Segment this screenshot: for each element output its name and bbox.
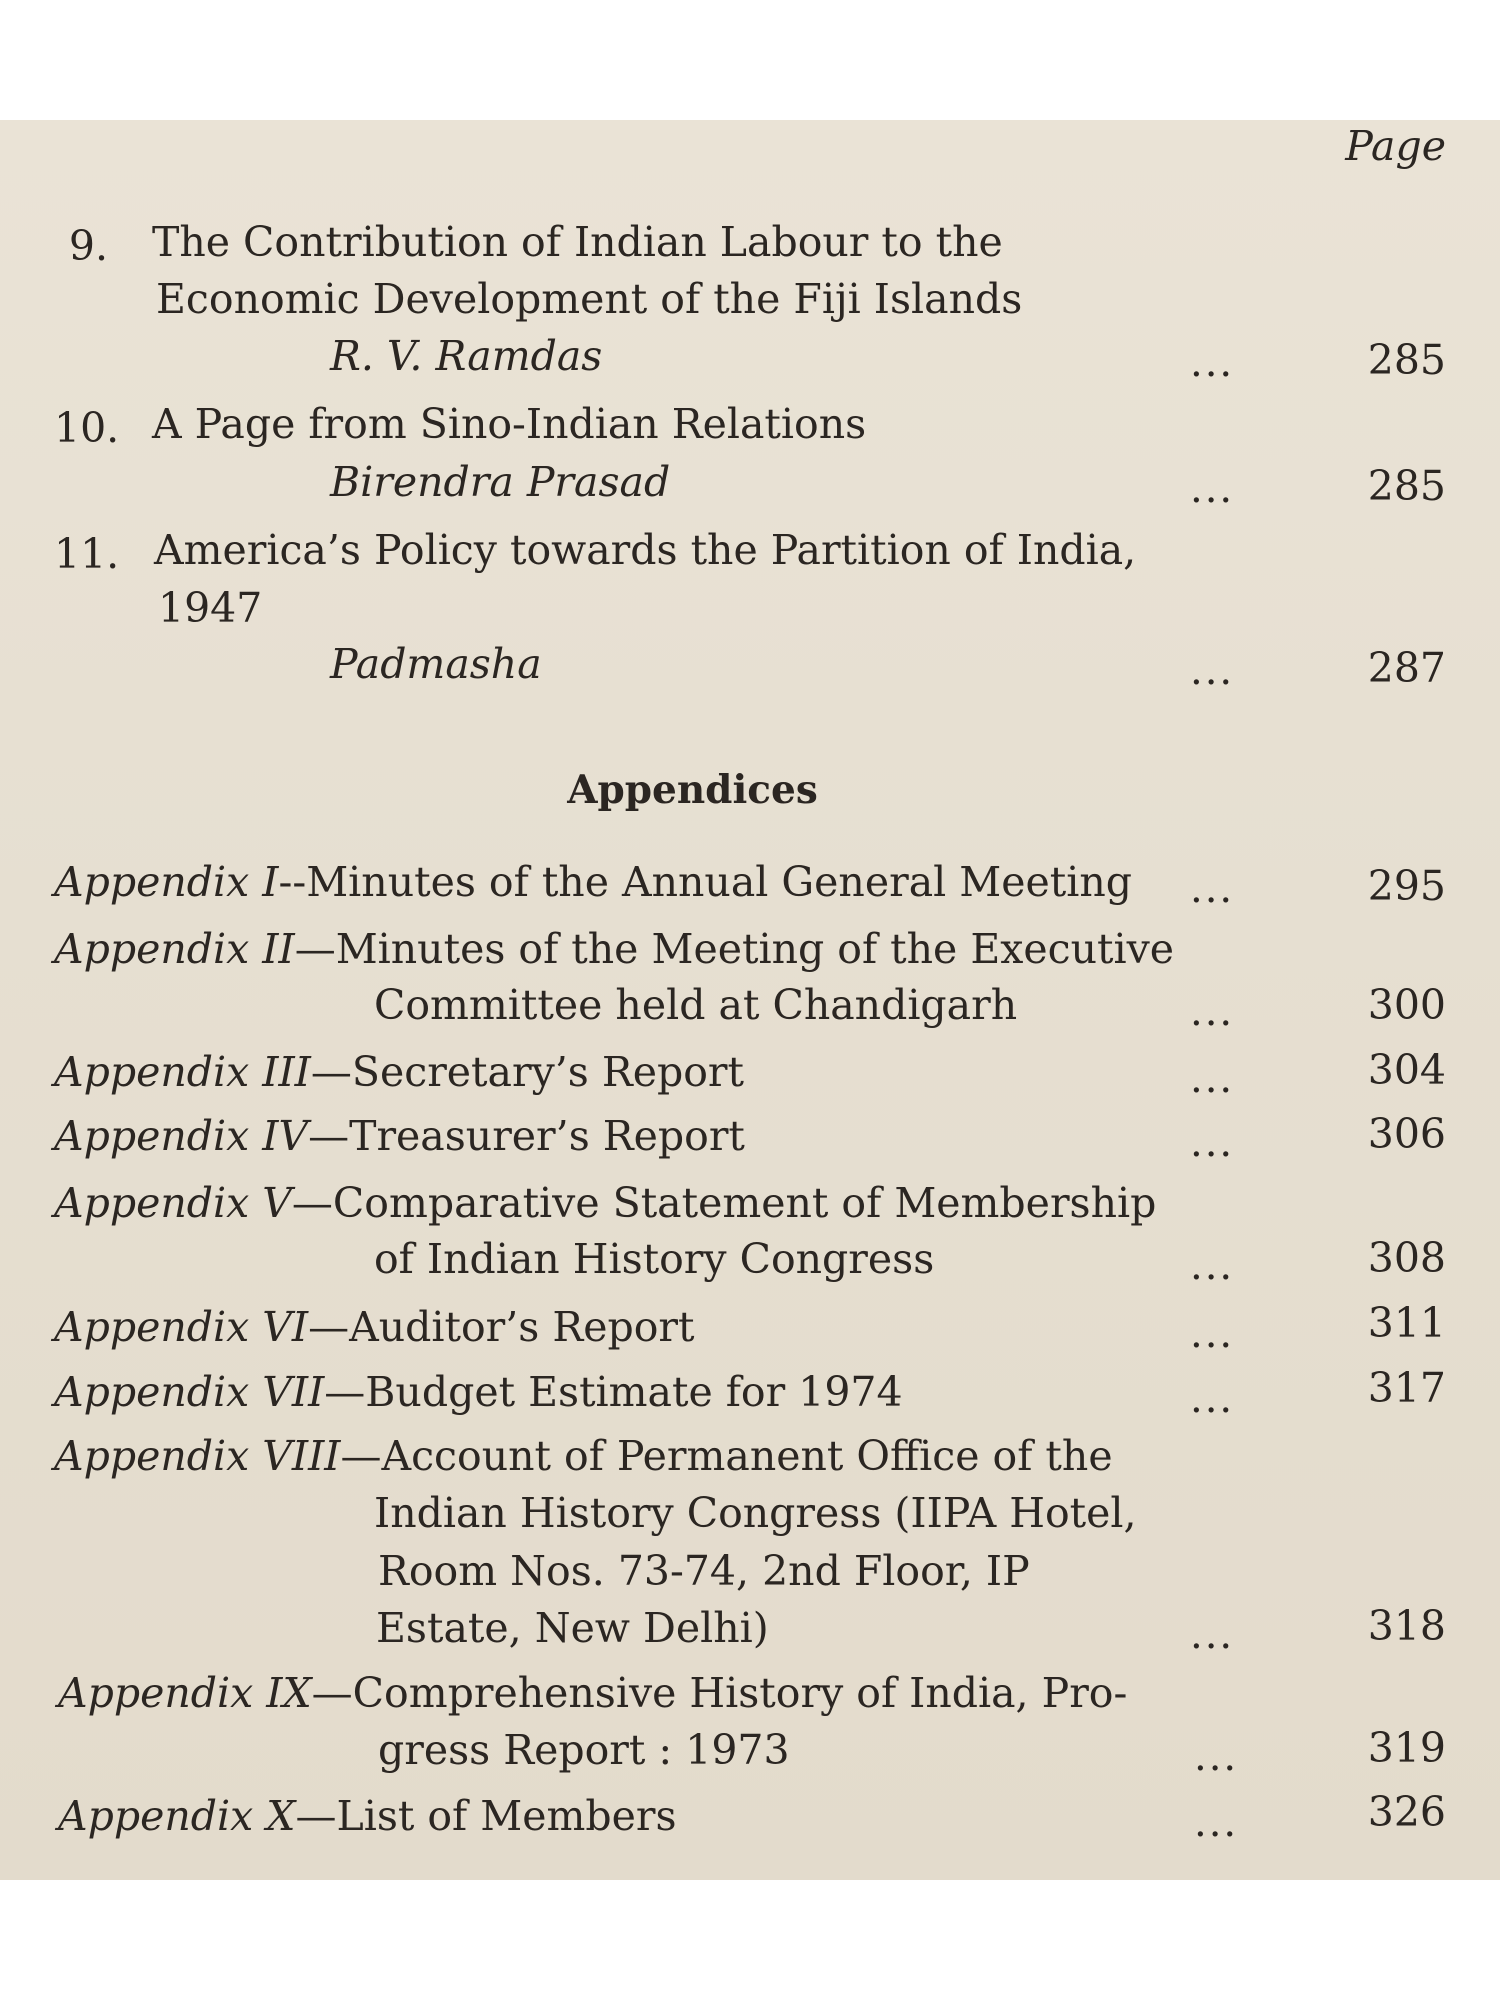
appendix-label: Appendix VI bbox=[54, 1303, 309, 1351]
appendix-dash: — bbox=[294, 925, 336, 973]
page-number: 319 bbox=[1367, 1724, 1446, 1772]
leader-dots: ... bbox=[1190, 866, 1235, 912]
appendix-title: Budget Estimate for 1974 bbox=[365, 1368, 903, 1416]
page-number: 300 bbox=[1367, 981, 1446, 1029]
appendix-label: Appendix I bbox=[54, 858, 279, 906]
appendix-title-line: Room Nos. 73-74, 2nd Floor, IP bbox=[378, 1547, 1030, 1595]
leader-dots: ... bbox=[1194, 1734, 1239, 1780]
entry-title-line: The Contribution of Indian Labour to the bbox=[152, 218, 1003, 266]
leader-dots: ... bbox=[1190, 340, 1235, 386]
leader-dots: ... bbox=[1190, 1612, 1235, 1658]
appendix-title: Treasurer’s Report bbox=[349, 1112, 745, 1160]
appendix-title-line bbox=[58, 1669, 1128, 1717]
page-number: 318 bbox=[1367, 1602, 1446, 1650]
entry-number: 11. bbox=[54, 530, 120, 578]
entry-title-line: A Page from Sino-Indian Relations bbox=[152, 400, 867, 448]
appendix-title-line: Estate, New Delhi) bbox=[376, 1604, 769, 1652]
appendix-title-line bbox=[54, 1179, 1157, 1227]
appendix-dash: — bbox=[310, 1048, 352, 1096]
appendix-title: Minutes of the Annual General Meeting bbox=[306, 858, 1133, 906]
page-number: 285 bbox=[1367, 336, 1446, 384]
leader-dots: ... bbox=[1190, 989, 1235, 1035]
appendix-title-line bbox=[54, 858, 1133, 906]
appendix-title: List of Members bbox=[336, 1792, 677, 1840]
leader-dots: ... bbox=[1190, 466, 1235, 512]
entry-title-line: Economic Development of the Fiji Islands bbox=[156, 275, 1023, 323]
page-number: 326 bbox=[1367, 1788, 1446, 1836]
appendix-title: Comparative Statement of Membership bbox=[332, 1179, 1157, 1227]
appendix-title-line: of Indian History Congress bbox=[374, 1235, 935, 1283]
appendix-title-line: Committee held at Chandigarh bbox=[374, 981, 1018, 1029]
entry-number: 10. bbox=[54, 404, 120, 452]
appendix-title-line bbox=[54, 1432, 1113, 1480]
appendix-title-line bbox=[54, 1048, 744, 1096]
appendix-dash: -- bbox=[278, 858, 307, 906]
appendix-label: Appendix III bbox=[54, 1048, 311, 1096]
leader-dots: ... bbox=[1190, 1056, 1235, 1102]
leader-dots: ... bbox=[1194, 1800, 1239, 1846]
appendix-dash: — bbox=[308, 1303, 350, 1351]
appendix-title: Secretary’s Report bbox=[351, 1048, 744, 1096]
appendix-title-line: Indian History Congress (IIPA Hotel, bbox=[374, 1489, 1137, 1537]
page-column-label: Page bbox=[1345, 122, 1446, 170]
appendix-dash: — bbox=[295, 1792, 337, 1840]
appendix-label: Appendix V bbox=[54, 1179, 292, 1227]
appendix-title: Comprehensive History of India, Pro- bbox=[352, 1669, 1128, 1717]
appendix-title-line bbox=[54, 1112, 745, 1160]
page-number: 306 bbox=[1367, 1110, 1446, 1158]
entry-number: 9. bbox=[68, 222, 108, 270]
page-number: 304 bbox=[1367, 1046, 1446, 1094]
appendix-title-line: gress Report : 1973 bbox=[378, 1726, 790, 1774]
appendix-label: Appendix X bbox=[58, 1792, 296, 1840]
leader-dots: ... bbox=[1190, 1376, 1235, 1422]
appendix-dash: — bbox=[311, 1669, 353, 1717]
leader-dots: ... bbox=[1190, 1243, 1235, 1289]
appendix-dash: — bbox=[324, 1368, 366, 1416]
appendix-title: Account of Permanent Office of the bbox=[381, 1432, 1113, 1480]
appendix-title-line bbox=[58, 1792, 677, 1840]
entry-title-line: 1947 bbox=[158, 584, 263, 632]
entry-author: R. V. Ramdas bbox=[330, 332, 603, 380]
page-number: 287 bbox=[1367, 644, 1446, 692]
page-number: 311 bbox=[1367, 1299, 1446, 1347]
leader-dots: ... bbox=[1190, 648, 1235, 694]
leader-dots: ... bbox=[1190, 1120, 1235, 1166]
page-number: 317 bbox=[1367, 1364, 1446, 1412]
entry-title-line: America’s Policy towards the Partition of India, bbox=[154, 526, 1137, 574]
appendix-title-line bbox=[54, 1303, 695, 1351]
appendix-label: Appendix IX bbox=[58, 1669, 312, 1717]
appendix-label: Appendix VIII bbox=[54, 1432, 341, 1480]
appendix-title: Minutes of the Meeting of the Executive bbox=[335, 925, 1175, 973]
appendix-title-line bbox=[54, 1368, 903, 1416]
page-number: 308 bbox=[1367, 1234, 1446, 1282]
entry-author: Padmasha bbox=[330, 640, 542, 688]
appendix-dash: — bbox=[340, 1432, 382, 1480]
appendix-title-line bbox=[54, 925, 1175, 973]
page-number: 285 bbox=[1367, 462, 1446, 510]
appendix-label: Appendix II bbox=[54, 925, 295, 973]
appendices-heading: Appendices bbox=[567, 767, 818, 813]
entry-author: Birendra Prasad bbox=[330, 458, 671, 506]
appendix-dash: — bbox=[291, 1179, 333, 1227]
appendix-dash: — bbox=[308, 1112, 350, 1160]
page-number: 295 bbox=[1367, 862, 1446, 910]
appendix-title: Auditor’s Report bbox=[349, 1303, 695, 1351]
leader-dots: ... bbox=[1190, 1311, 1235, 1357]
appendix-label: Appendix IV bbox=[54, 1112, 309, 1160]
appendix-label: Appendix VII bbox=[54, 1368, 325, 1416]
